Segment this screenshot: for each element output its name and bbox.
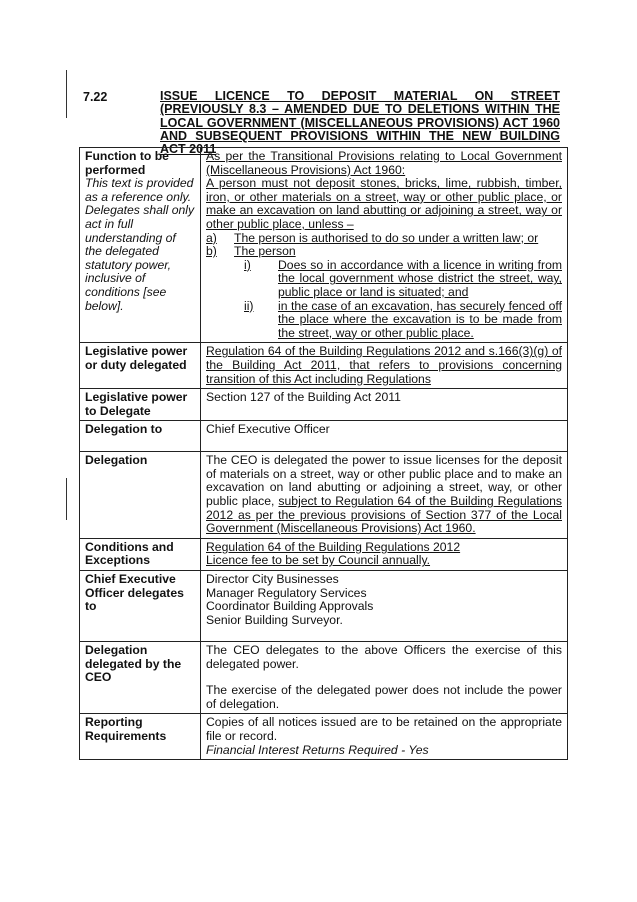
clause-b-i (206, 259, 562, 300)
table-row (80, 343, 568, 389)
clause-b-ii-key: ii) (244, 298, 254, 313)
reporting-label: Reporting Requirements (80, 714, 201, 760)
clause-b-key: b) (206, 244, 217, 259)
function-label-cell (80, 148, 201, 343)
list-item: Coordinator Building Approvals (206, 599, 374, 614)
delegation-label: Delegation (80, 452, 201, 539)
conditions-value (201, 538, 568, 570)
delegation-text: The CEO is delegated the power to issue licenses for the deposit of materials on a street, way or other public place and to make an excavation on land abutting or adjoining a street, way, or other public place, (206, 453, 562, 509)
clause-b (206, 245, 562, 259)
section-title-line2: – AMENDED DUE TO DELETIONS WITHIN THE LOCAL GOVERNMENT (MISCELLANEOUS PROVISIONS) ACT 1960 AND SUBSEQUENT PROVISIONS WITHIN THE NEW BUILDING ACT 2011 (160, 102, 560, 157)
table-row (80, 421, 568, 452)
clause-b-ii-text: in the case of an excavation, has securely fenced off the place where the excavation is to be made from the street, way or other public place. (278, 298, 562, 340)
delegation-to-label: Delegation to (80, 421, 201, 452)
margin-change-bar-middle (66, 478, 67, 520)
table-row (80, 538, 568, 570)
clause-b-i-text: Does so in accordance with a licence in writing from the local government whose district the street, way, public place or land is situated; and (278, 257, 562, 299)
table-row (80, 642, 568, 714)
legislative-power-label: Legislative power or duty delegated (80, 343, 201, 389)
conditions-line1: Regulation 64 of the Building Regulations 2012 (206, 539, 461, 554)
delegated-by-ceo-para1: The CEO delegates to the above Officers the exercise of this delegated power. (206, 643, 562, 671)
table-row (80, 148, 568, 343)
delegation-value (201, 452, 568, 539)
reporting-text: Copies of all notices issued are to be retained on the appropriate file or record. (206, 715, 562, 743)
list-item: Director City Businesses (206, 572, 339, 587)
clause-a-key: a) (206, 230, 217, 245)
section-title-line1: ISSUE LICENCE TO DEPOSIT MATERIAL ON STREET (PREVIOUSLY 8.3 (160, 89, 560, 117)
clause-a (206, 232, 562, 246)
list-item: Senior Building Surveyor. (206, 612, 343, 627)
ceo-delegates-label: Chief Executive Officer delegates to (80, 571, 201, 642)
table-row (80, 452, 568, 539)
power-to-delegate-value: Section 127 of the Building Act 2011 (201, 389, 568, 421)
legislative-power-value: Regulation 64 of the Building Regulations 2012 and s.166(3)(g) of the Building Act 2011, that refers to provisions concerning transition of this Act including Regulations (201, 343, 568, 389)
reporting-note: Financial Interest Returns Required - Yes (206, 742, 429, 757)
function-intro: As per the Transitional Provisions relating to Local Government (Miscellaneous Provisions) Act 1960: (206, 149, 562, 177)
table-row (80, 389, 568, 421)
delegated-by-ceo-label: Delegation delegated by the CEO (80, 642, 201, 714)
delegated-by-ceo-value (201, 642, 568, 714)
function-value-cell (201, 148, 568, 343)
clause-a-text: The person is authorised to do so under a written law; or (234, 230, 539, 245)
conditions-label: Conditions and Exceptions (80, 538, 201, 570)
conditions-line2: Licence fee to be set by Council annually. (206, 553, 431, 568)
power-to-delegate-label: Legislative power to Delegate (80, 389, 201, 421)
function-label: Function to be performed (85, 149, 169, 177)
delegation-table (79, 147, 568, 760)
clause-b-text: The person (234, 244, 296, 259)
delegated-by-ceo-para2: The exercise of the delegated power does not include the power of delegation. (206, 683, 562, 711)
table-row (80, 714, 568, 760)
margin-change-bar-top (66, 70, 67, 118)
section-number: 7.22 (83, 90, 108, 104)
reporting-value (201, 714, 568, 760)
function-body: A person must not deposit stones, bricks, lime, rubbish, timber, iron, or other materials on a street, way or other public place, or make an excavation on land abutting or adjoining a street, way or other public place, unless – (206, 176, 562, 231)
function-reference-note: This text is provided as a reference only. Delegates shall only act in full understanding of the delegated statutory power, inclusive of conditions [see below]. (85, 176, 195, 313)
delegation-to-value: Chief Executive Officer (201, 421, 568, 452)
clause-b-i-key: i) (244, 257, 251, 272)
table-row (80, 571, 568, 642)
ceo-delegates-value (201, 571, 568, 642)
delegation-text-underlined: subject to Regulation 64 of the Building Regulations 2012 as per the previous provisions of Section 377 of the Local Government (Miscellaneous Provisions) Act 1960. (206, 494, 562, 536)
clause-b-ii (206, 300, 562, 341)
list-item: Manager Regulatory Services (206, 585, 367, 600)
